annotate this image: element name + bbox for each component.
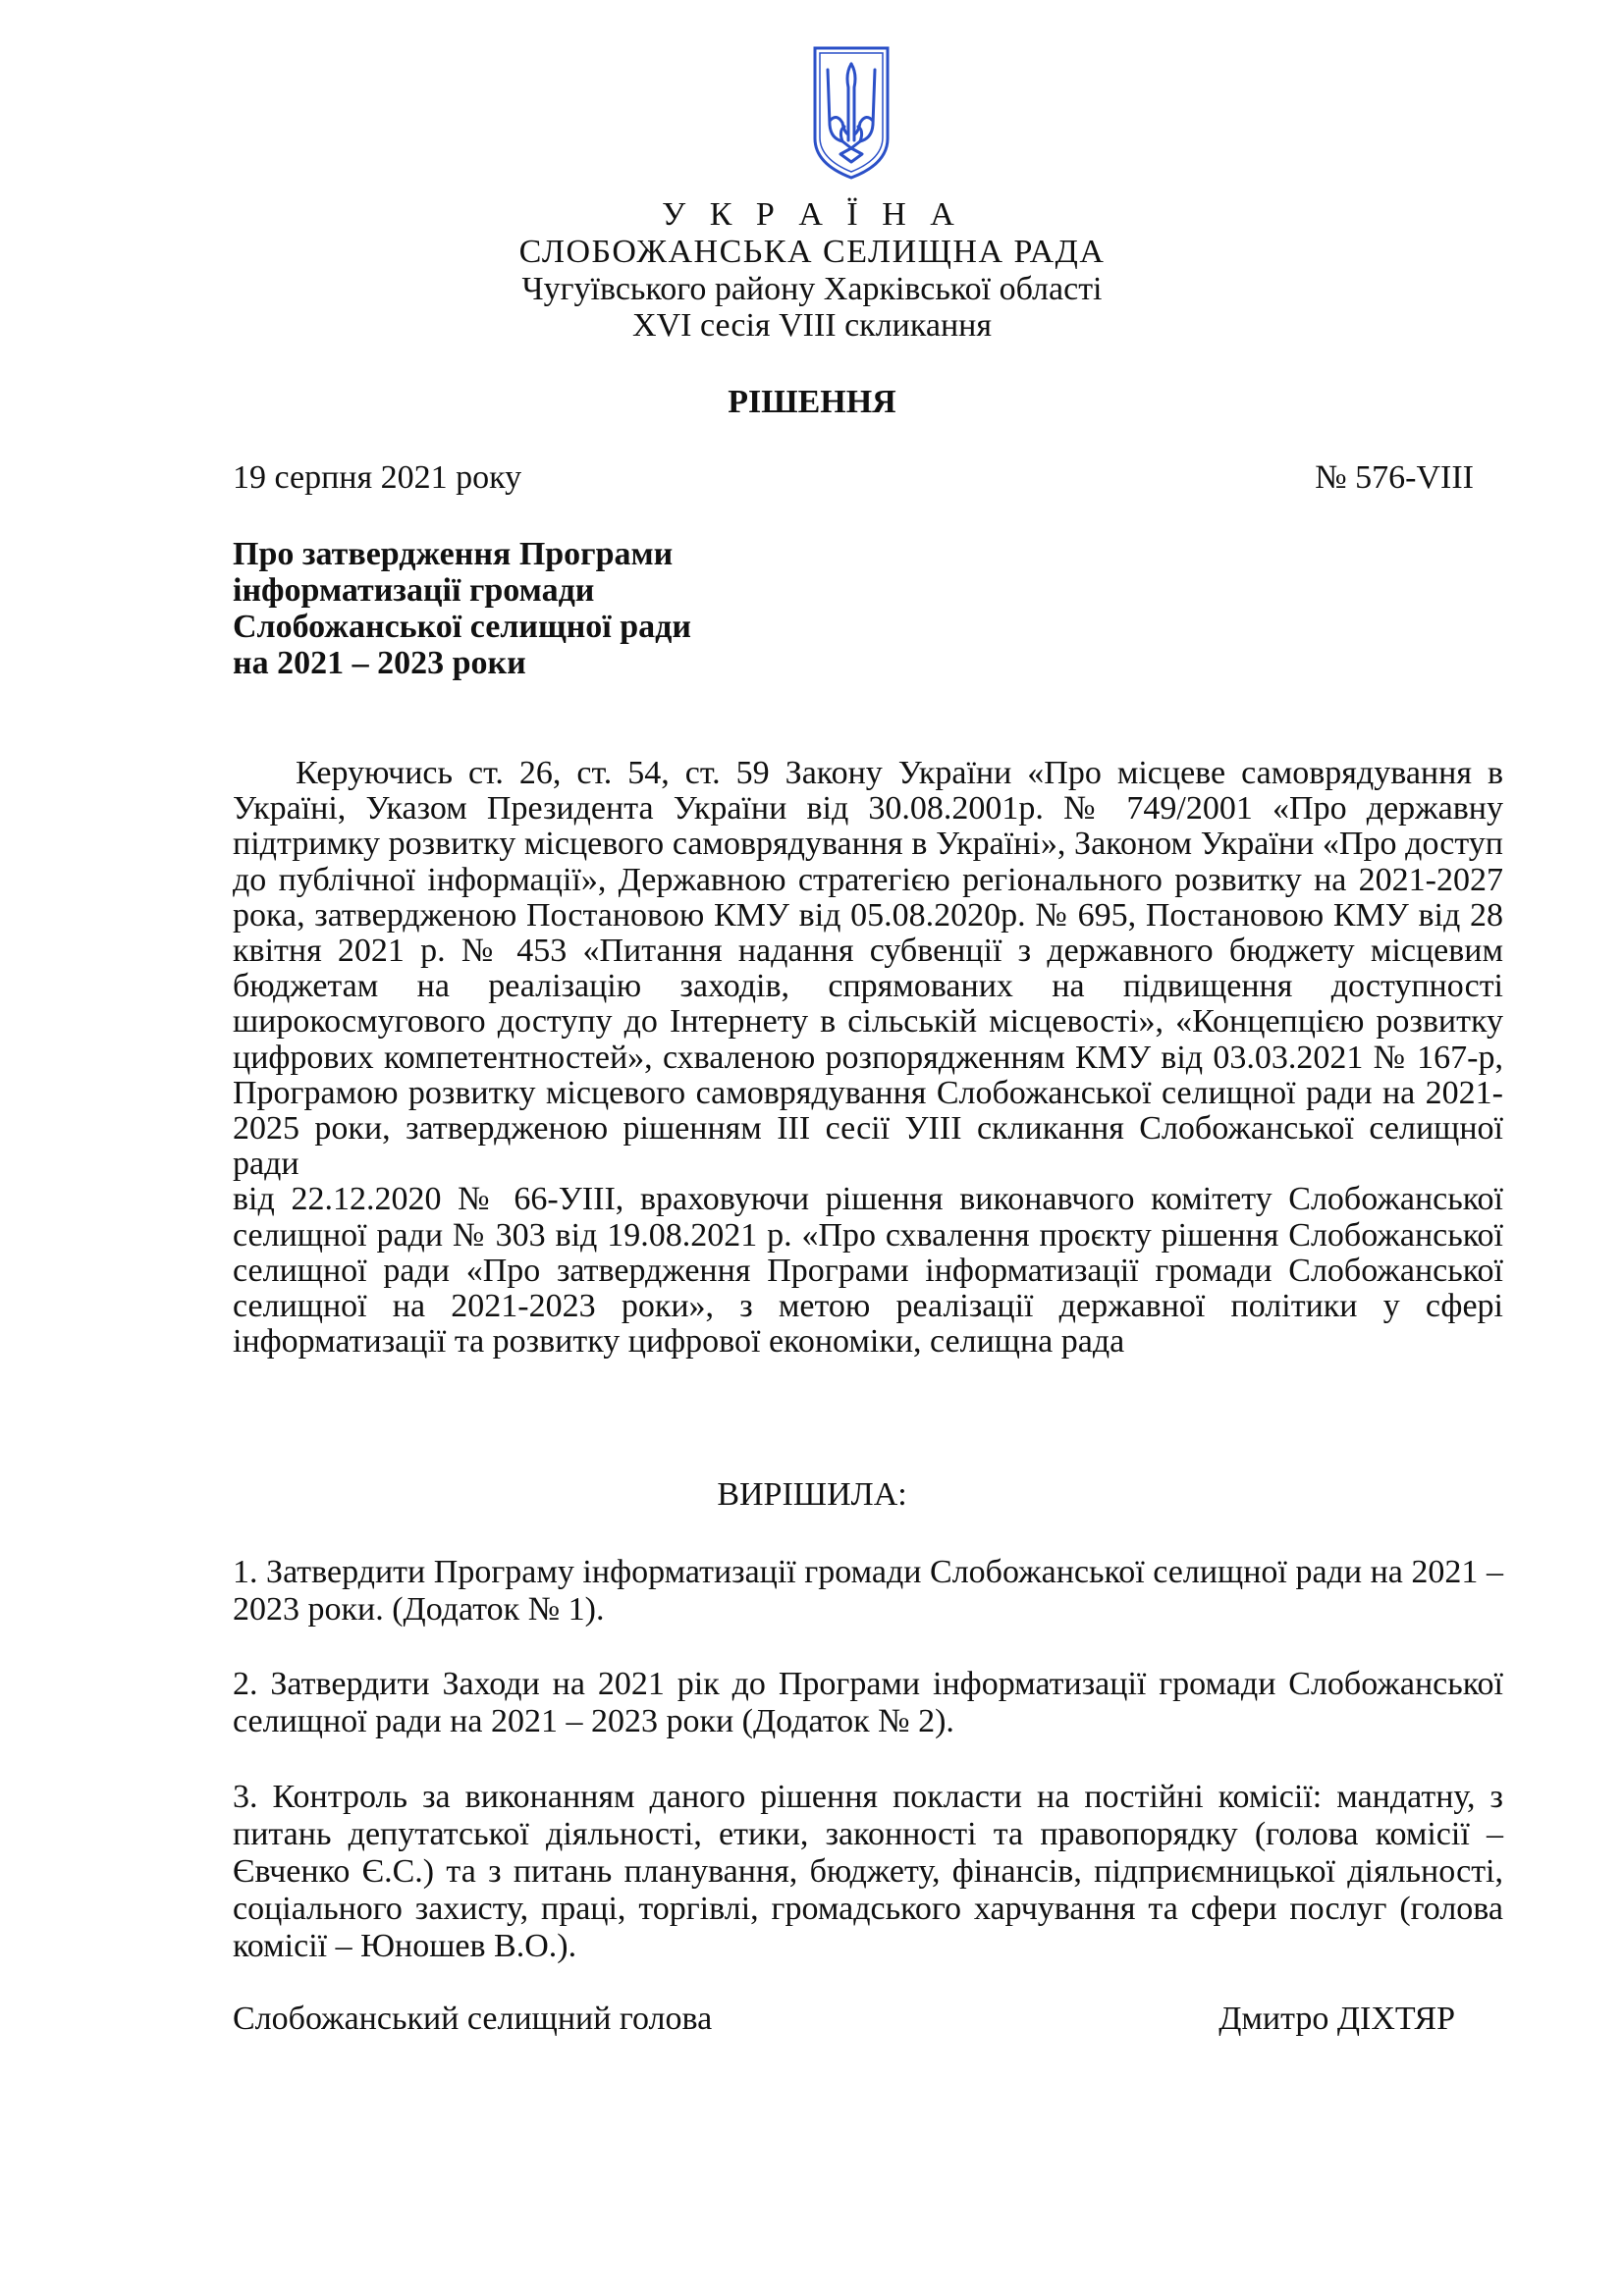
decision-date: 19 серпня 2021 року: [233, 459, 522, 496]
preamble-line: до публічної інформації», Державною стратегією регіонального розвитку на 2021-2027: [233, 861, 1503, 898]
subject-line: на 2021 – 2023 роки: [233, 645, 526, 681]
item-line: комісії – Юношев В.О.).: [233, 1928, 577, 1964]
decision-item-3: [233, 1779, 1503, 1965]
item-line: соціального захисту, праці, торгівлі, громадського харчування та сфери послуг (голова: [233, 1891, 1503, 1927]
preamble-paragraph: [233, 756, 1503, 1360]
preamble-line: підтримку розвитку місцевого самоврядування в Україні», Законом України «Про доступ: [233, 826, 1503, 863]
preamble-line: рока, затвердженою Постановою КМУ від 05.08.2020р. № 695, Постановою КМУ від 28: [233, 896, 1503, 934]
preamble-line: цифрових компетентностей», схваленою розпорядженням КМУ від 03.03.2021 № 167-р,: [233, 1039, 1503, 1076]
preamble-line: Керуючись ст. 26, ст. 54, ст. 59 Закону України «Про місцеве самоврядування в: [296, 755, 1503, 791]
preamble-line: широкосмугового доступу до Інтернету в сільській місцевості», «Концепцією розвитку: [233, 1003, 1503, 1041]
item-line: 2023 роки. (Додаток № 1).: [233, 1591, 605, 1628]
preamble-line: від 22.12.2020 № 66-УІІІ, враховуючи рішення виконавчого комітету Слобожанської: [233, 1181, 1503, 1218]
preamble-line: бюджетам на реалізацію заходів, спрямованих на підвищення доступності: [233, 968, 1503, 1005]
signature-block: [233, 2001, 1455, 2038]
session-heading: XVI сесія VIII скликання: [632, 307, 992, 344]
subject-line: інформатизації громади: [233, 572, 595, 609]
preamble-line: селищної ради № 303 від 19.08.2021 р. «Про схвалення проєкту рішення Слобожанської: [233, 1216, 1503, 1254]
resolved-heading: ВИРІШИЛА:: [717, 1476, 907, 1513]
decision-item-2: [233, 1666, 1503, 1740]
district-heading: Чугуївського району Харківської області: [521, 271, 1103, 307]
item-line: 1. Затвердити Програму інформатизації громади Слобожанської селищної ради на 2021 –: [233, 1554, 1503, 1590]
preamble-line: квітня 2021 р. № 453 «Питання надання субвенції з державного бюджету місцевим: [233, 933, 1503, 970]
decision-number: № 576-VIII: [1315, 459, 1474, 496]
ukraine-trident-emblem-icon: [811, 44, 892, 182]
item-line: 2. Затвердити Заходи на 2021 рік до Програми інформатизації громади Слобожанської: [233, 1666, 1503, 1702]
preamble-line: 2025 роки, затвердженою рішенням ІІІ сесії УІІІ скликання Слобожанської селищної ради: [233, 1110, 1503, 1183]
decision-subject: [233, 536, 822, 681]
item-line: питань депутатської діяльності, етики, законності та правопорядку (голова комісії –: [233, 1816, 1503, 1852]
item-line: Євченко Є.С.) та з питань планування, бюджету, фінансів, підприємницької діяльності,: [233, 1853, 1503, 1890]
council-heading: СЛОБОЖАНСЬКА СЕЛИЩНА РАДА: [518, 234, 1106, 270]
preamble-line: селищної ради «Про затвердження Програми інформатизації громади Слобожанської: [233, 1252, 1503, 1289]
document-type-title: РІШЕННЯ: [728, 384, 896, 420]
preamble-line: селищної на 2021-2023 роки», з метою реалізації державної політики у сфері: [233, 1288, 1503, 1325]
preamble-line: Україні, Указом Президента України від 30.08.2001р. № 749/2001 «Про державну: [233, 790, 1503, 828]
preamble-line: Програмою розвитку місцевого самоврядування Слобожанської селищної ради на 2021-: [233, 1074, 1503, 1111]
item-line: селищної ради на 2021 – 2023 роки (Додаток № 2).: [233, 1703, 954, 1739]
date-number-line: [233, 459, 1474, 497]
signatory-name: Дмитро ДІХТЯР: [1218, 2001, 1455, 2037]
item-line: 3. Контроль за виконанням даного рішення покласти на постійні комісії: мандатну, з: [233, 1779, 1503, 1815]
preamble-line: інформатизації та розвитку цифрової економіки, селищна рада: [233, 1323, 1125, 1361]
decision-item-1: [233, 1554, 1503, 1629]
subject-line: Слобожанської селищної ради: [233, 609, 691, 645]
country-heading: У К Р А Ї Н А: [662, 196, 962, 233]
subject-line: Про затвердження Програми: [233, 536, 674, 572]
signatory-position: Слобожанський селищний голова: [233, 2001, 713, 2037]
